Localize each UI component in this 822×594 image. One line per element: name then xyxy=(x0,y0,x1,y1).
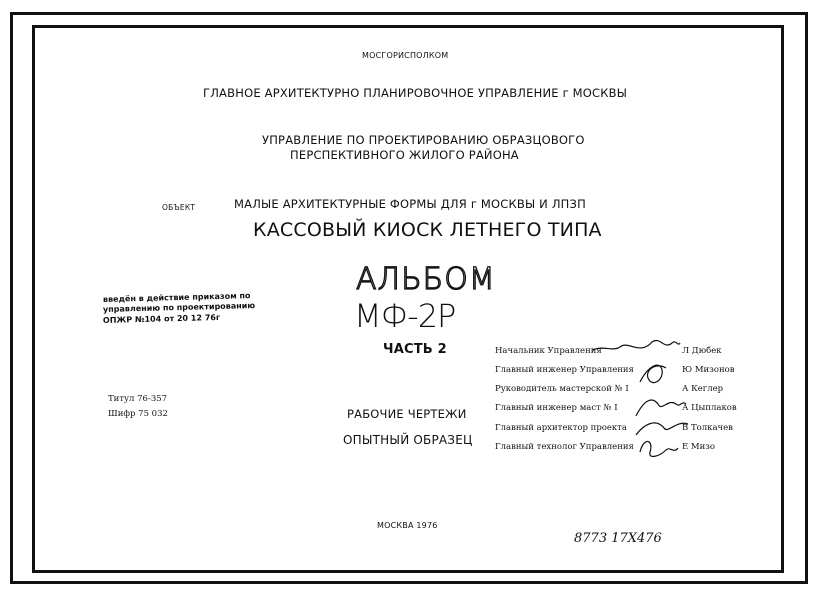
signature-stroke-2 xyxy=(640,365,666,382)
signature-name: В Толкачев xyxy=(682,423,733,433)
enactment-line-3: ОПЖР №104 от 20 12 76г xyxy=(102,312,221,325)
enactment-line-1: введён в действие приказом по xyxy=(102,291,251,304)
signature-name: Е Мизо xyxy=(682,442,716,452)
division-line-1: УПРАВЛЕНИЕ ПО ПРОЕКТИРОВАНИЮ ОБРАЗЦОВОГО xyxy=(262,133,585,147)
signature-stroke-4 xyxy=(636,423,688,435)
album-label: АЛЬБОМ xyxy=(356,262,496,297)
object-subject: МАЛЫЕ АРХИТЕКТУРНЫЕ ФОРМЫ ДЛЯ г МОСКВЫ И ЛПЗП xyxy=(234,197,586,211)
signature-stroke-3 xyxy=(636,400,686,416)
signature-role: Руководитель мастерской № I xyxy=(495,384,629,394)
organization-name: МОСГОРИСПОЛКОМ xyxy=(362,51,449,60)
division-line-2: ПЕРСПЕКТИВНОГО ЖИЛОГО РАЙОНА xyxy=(290,148,519,162)
inventory-mark: 8773 17X476 xyxy=(574,531,662,546)
signature-role: Главный инженер Управления xyxy=(495,365,634,375)
department-name: ГЛАВНОЕ АРХИТЕКТУРНО ПЛАНИРОВОЧНОЕ УПРАВЛЕНИЕ г МОСКВЫ xyxy=(203,86,628,100)
enactment-line-2: управлению по проектированию xyxy=(102,301,256,314)
signature-stroke-1 xyxy=(592,340,680,350)
signature-name: А Цыплаков xyxy=(682,403,737,413)
object-label: ОБЪЕКТ xyxy=(162,203,196,212)
document-type: РАБОЧИЕ ЧЕРТЕЖИ xyxy=(347,407,467,421)
signature-name: Ю Мизонов xyxy=(682,365,735,375)
city-year: МОСКВА 1976 xyxy=(377,521,438,530)
object-title: КАССОВЫЙ КИОСК ЛЕТНЕГО ТИПА xyxy=(253,219,602,241)
titul-code: Титул 76-357 xyxy=(108,394,168,404)
signature-role: Главный инженер маст № I xyxy=(495,403,618,413)
signature-role: Начальник Управления xyxy=(495,346,602,356)
sample-type: ОПЫТНЫЙ ОБРАЗЕЦ xyxy=(343,433,473,447)
signature-name: А Кеглер xyxy=(682,384,724,394)
album-part: ЧАСТЬ 2 xyxy=(383,342,447,357)
signature-stroke-5 xyxy=(640,441,678,456)
signature-role: Главный технолог Управления xyxy=(495,442,634,452)
shifr-code: Шифр 75 032 xyxy=(108,409,168,419)
album-code: МФ-2Р xyxy=(354,297,456,335)
signature-role: Главный архитектор проекта xyxy=(495,423,627,433)
signature-name: Л Дюбек xyxy=(682,346,722,356)
